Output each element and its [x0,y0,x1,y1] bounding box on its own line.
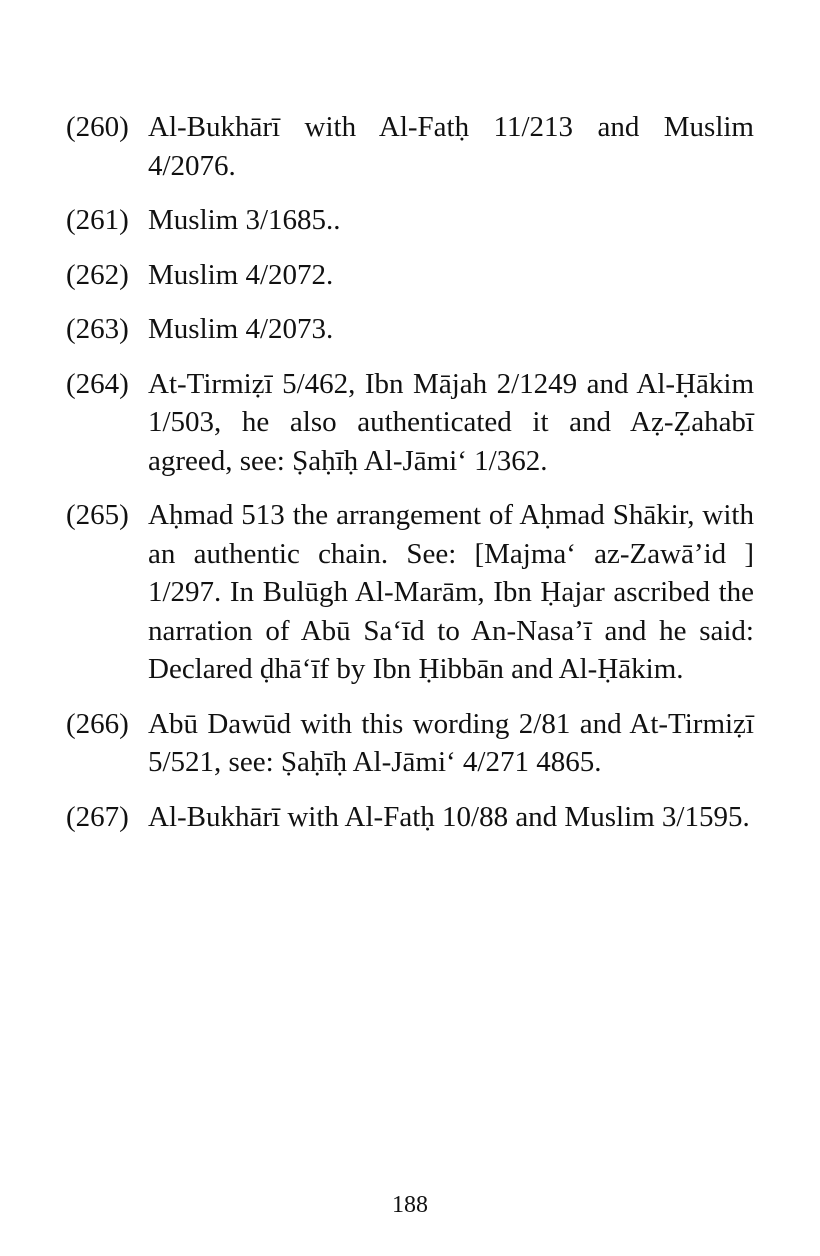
footnote-264 [66,365,754,481]
footnote-number: (264) [66,367,129,400]
footnote-number: (260) [66,111,129,143]
footnote-text: Muslim 4/2072. [148,258,334,291]
footnote-number: (265) [66,499,129,531]
footnote-text: Muslim 3/1685.. [148,204,341,236]
footnote-260 [66,108,754,185]
footnote-number: (263) [66,313,129,345]
footnote-265 [66,496,754,689]
footnote-262 [66,256,754,295]
footnote-261 [66,201,754,240]
footnote-text: Al-Bukhārī with Al-Fatḥ 10/88 and Muslim 3/1595. [148,800,750,833]
footnote-text: At-Tirmiẓī 5/462, Ibn Mājah 2/1249 and Al-Ḥākim 1/503, he also authenticated it and Aẓ-Ẓahabī agreed, see: Ṣaḥīḥ Al-Jāmi‘ 1/362. [148,367,754,477]
footnote-text: Aḥmad 513 the arrangement of Aḥmad Shākir, with an authentic chain. See: [Majma‘ az-Zawā’id ] 1/297. In Bulūgh Al-Marām, Ibn Ḥajar ascribed the narration of Abū Sa‘īd to An-Nasa’ī and he said: Declared ḍhā‘īf by Ibn Ḥibbān and Al-Ḥākim. [148,499,754,685]
page-number: 188 [392,1192,428,1218]
footnote-number: (267) [66,800,129,833]
footnote-number: (262) [66,258,129,291]
footnote-number: (266) [66,707,129,740]
footnote-267 [66,798,754,837]
footnote-text: Abū Dawūd with this wording 2/81 and At-Tirmiẓī 5/521, see: Ṣaḥīḥ Al-Jāmi‘ 4/271 4865. [148,707,754,778]
footnote-list [66,108,754,852]
footnote-263 [66,310,754,349]
footnote-number: (261) [66,204,129,236]
footnote-text: Muslim 4/2073. [148,313,334,345]
footnote-text: Al-Bukhārī with Al-Fatḥ 11/213 and Muslim 4/2076. [148,111,754,182]
footnote-266 [66,705,754,782]
